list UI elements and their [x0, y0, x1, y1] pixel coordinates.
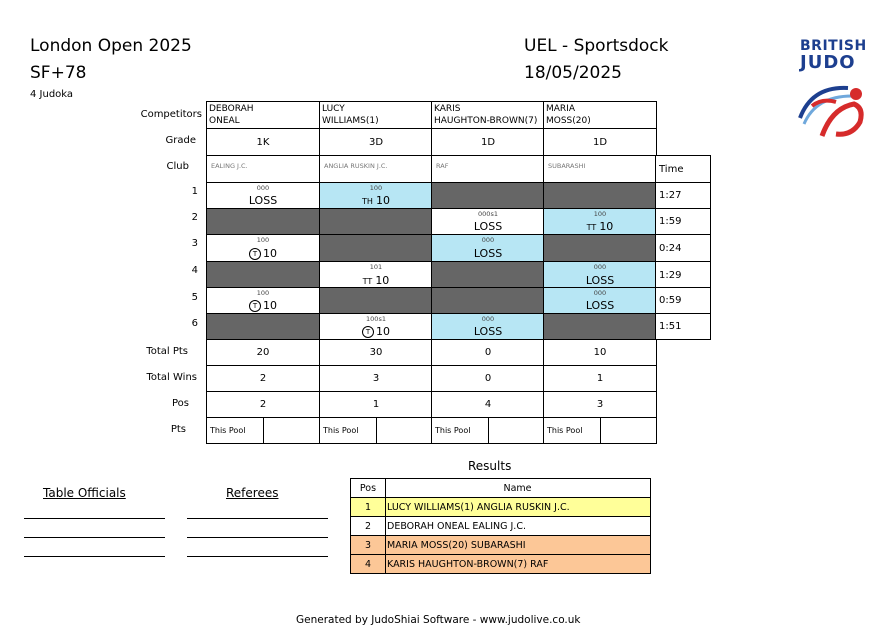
label-pos: Pos: [171, 398, 189, 409]
pos-cell: [319, 391, 433, 418]
label-round-3: 3: [191, 238, 198, 249]
match-time: 0:59: [659, 295, 682, 306]
result-position: 1: [351, 498, 386, 516]
club-cell: [319, 155, 433, 183]
results-name-header: Name: [503, 482, 532, 494]
match-time: 1:29: [659, 269, 682, 281]
total-pts-cell: [319, 339, 433, 366]
result-position: 4: [351, 555, 386, 573]
pos-value: 3: [596, 399, 604, 410]
british-judo-logo: [788, 38, 873, 148]
label-round-4: 4: [191, 265, 198, 276]
label-round-1: 1: [191, 186, 198, 197]
results-header-row: [350, 478, 651, 498]
referee-line: [187, 537, 328, 538]
match-time-cell: [655, 313, 711, 340]
match-score: 100s1: [366, 315, 386, 323]
win-mark-icon: TH: [362, 197, 373, 206]
match-time-cell: [655, 208, 711, 235]
official-line: [24, 518, 165, 519]
match-cell: [543, 208, 657, 235]
match-result: [207, 247, 319, 260]
pool-pts-value-cell: [600, 417, 657, 444]
win-mark-icon: TT: [586, 223, 597, 232]
competitor-name-cell: [206, 101, 320, 129]
pos-value: 1: [372, 399, 380, 410]
match-score: 000: [593, 289, 607, 297]
match-score: 101: [369, 263, 383, 271]
club-cell: [431, 155, 545, 183]
grade-value: 3D: [368, 136, 384, 148]
result-position: 3: [351, 536, 386, 554]
total-pts-value: 10: [593, 347, 607, 358]
total-wins-cell: [319, 365, 433, 392]
match-score: 000: [481, 236, 495, 244]
empty-match-cell: [543, 313, 657, 340]
match-result: [544, 220, 656, 233]
match-result: [544, 274, 656, 287]
pos-cell: [206, 391, 320, 418]
pool-pts-value-cell: [263, 417, 320, 444]
label-competitors: Competitors: [140, 109, 202, 120]
pool-pts-cell: [431, 417, 489, 444]
total-pts-cell: [543, 339, 657, 366]
match-time-cell: [655, 261, 711, 289]
match-cell: [543, 261, 657, 289]
label-club: Club: [166, 161, 189, 172]
judoka-count: 4 Judoka: [30, 89, 74, 100]
competitor-last-name: WILLIAMS(1): [322, 116, 379, 126]
win-mark-icon: T: [362, 326, 374, 338]
total-wins-cell: [206, 365, 320, 392]
match-score: 100: [256, 236, 270, 244]
empty-match-cell: [206, 208, 320, 235]
official-line: [24, 537, 165, 538]
match-time: 0:24: [659, 242, 682, 254]
win-mark-icon: T: [249, 300, 261, 312]
match-result: [432, 220, 544, 233]
match-result: [544, 299, 656, 312]
result-text: 10: [375, 194, 390, 207]
result-text: 10: [599, 220, 614, 233]
competitor-last-name: MOSS(20): [546, 116, 591, 126]
grade-cell: [206, 128, 320, 156]
results-title: Results: [468, 459, 512, 473]
result-text: 10: [375, 274, 390, 287]
club-cell: [206, 155, 320, 183]
grade-cell: [543, 128, 657, 156]
total-wins-value: 1: [596, 373, 604, 384]
result-name: DEBORAH ONEAL EALING J.C.: [387, 520, 526, 532]
official-line: [24, 556, 165, 557]
competitor-first-name: KARIS: [434, 104, 461, 114]
empty-match-cell: [431, 261, 545, 289]
pool-pts-cell: [543, 417, 601, 444]
result-text: LOSS: [473, 220, 503, 233]
pool-pts-value-cell: [376, 417, 433, 444]
match-cell: [206, 287, 320, 314]
result-text: LOSS: [585, 274, 615, 287]
result-name: KARIS HAUGHTON-BROWN(7) RAF: [387, 558, 549, 570]
total-pts-cell: [206, 339, 320, 366]
competitor-first-name: DEBORAH: [209, 104, 254, 114]
win-mark-icon: T: [249, 248, 261, 260]
match-time: 1:59: [659, 216, 682, 227]
results-row: [350, 497, 651, 517]
pos-value: 2: [259, 399, 267, 410]
match-score: 000: [593, 263, 607, 271]
result-name: MARIA MOSS(20) SUBARASHI: [387, 539, 526, 551]
results-pos-header: Pos: [351, 479, 386, 497]
empty-match-cell: [319, 234, 433, 262]
result-text: 10: [263, 247, 277, 260]
match-result: [207, 299, 319, 312]
pos-cell: [431, 391, 545, 418]
total-wins-cell: [431, 365, 545, 392]
empty-match-cell: [543, 234, 657, 262]
match-result: [320, 194, 432, 207]
match-score: 100: [369, 184, 383, 192]
match-score: 100: [593, 210, 607, 218]
event-title: London Open 2025: [30, 36, 192, 56]
empty-match-cell: [206, 313, 320, 340]
empty-match-cell: [543, 182, 657, 209]
match-result: [432, 325, 544, 338]
match-time-cell: [655, 234, 711, 262]
club-name: EALING J.C.: [211, 162, 248, 170]
match-time-cell: [655, 182, 711, 209]
match-cell: [431, 234, 545, 262]
match-result: [432, 247, 544, 260]
match-time-cell: [655, 287, 711, 314]
grade-cell: [319, 128, 433, 156]
referees-heading: Referees: [226, 486, 279, 500]
competitor-first-name: MARIA: [546, 104, 575, 114]
competitor-first-name: LUCY: [322, 104, 345, 114]
time-header: Time: [659, 163, 684, 175]
match-cell: [319, 313, 433, 340]
pool-label: This Pool: [210, 426, 246, 435]
label-grade: Grade: [165, 135, 196, 146]
label-round-5: 5: [191, 292, 198, 303]
result-text: LOSS: [473, 325, 503, 338]
total-pts-cell: [431, 339, 545, 366]
match-cell: [206, 234, 320, 262]
label-total-pts: Total Pts: [146, 346, 188, 357]
logo-text-judo: JUDO: [800, 52, 856, 73]
result-text: LOSS: [585, 299, 615, 312]
pool-label: This Pool: [323, 426, 359, 435]
date-title: 18/05/2025: [524, 63, 622, 83]
pool-pts-cell: [206, 417, 264, 444]
match-cell: [431, 208, 545, 235]
label-round-2: 2: [191, 212, 198, 223]
total-wins-value: 2: [259, 373, 267, 384]
total-pts-value: 30: [369, 347, 383, 358]
match-time: 1:27: [659, 190, 682, 201]
empty-match-cell: [206, 261, 320, 289]
competitor-last-name: HAUGHTON-BROWN(7): [434, 116, 538, 126]
match-result: [207, 194, 319, 207]
result-position: 2: [351, 517, 386, 535]
result-text: LOSS: [473, 247, 503, 260]
result-text: 10: [263, 299, 277, 312]
match-score: 000: [256, 184, 270, 192]
judoka-emblem-icon: [792, 78, 870, 142]
grade-value: 1D: [480, 136, 496, 148]
match-cell: [319, 182, 433, 209]
match-score: 000s1: [478, 210, 498, 218]
table-officials-heading: Table Officials: [43, 486, 126, 500]
grade-cell: [431, 128, 545, 156]
result-text: 10: [376, 325, 390, 338]
pool-label: This Pool: [435, 426, 471, 435]
total-pts-value: 20: [256, 347, 270, 358]
total-wins-value: 0: [484, 373, 492, 384]
win-mark-icon: TT: [362, 277, 373, 286]
club-name: SUBARASHI: [548, 162, 586, 170]
referee-line: [187, 556, 328, 557]
empty-match-cell: [431, 182, 545, 209]
referee-line: [187, 518, 328, 519]
competitor-last-name: ONEAL: [209, 116, 240, 126]
pool-pts-cell: [319, 417, 377, 444]
grade-value: 1D: [592, 136, 608, 148]
category-title: SF+78: [30, 63, 87, 83]
pos-value: 4: [484, 399, 492, 410]
result-text: LOSS: [248, 194, 278, 207]
logo-text-british: BRITISH: [800, 38, 867, 54]
total-pts-value: 0: [484, 347, 492, 358]
total-wins-value: 3: [372, 373, 380, 384]
club-name: ANGLIA RUSKIN J.C.: [324, 162, 388, 170]
match-cell: [319, 261, 433, 289]
match-result: [320, 325, 432, 338]
results-row: [350, 535, 651, 555]
match-time: 1:51: [659, 321, 682, 332]
total-wins-cell: [543, 365, 657, 392]
pool-pts-value-cell: [488, 417, 545, 444]
match-score: 100: [256, 289, 270, 297]
match-result: [320, 274, 432, 287]
match-cell: [206, 182, 320, 209]
club-name: RAF: [436, 162, 449, 170]
competitor-name-cell: [431, 101, 545, 129]
label-round-6: 6: [191, 318, 198, 329]
empty-match-cell: [319, 208, 433, 235]
match-cell: [431, 313, 545, 340]
grade-value: 1K: [256, 136, 270, 148]
results-row: [350, 554, 651, 574]
venue-title: UEL - Sportsdock: [524, 36, 669, 56]
match-cell: [543, 287, 657, 314]
time-header-cell: [655, 155, 711, 183]
empty-match-cell: [431, 287, 545, 314]
empty-match-cell: [319, 287, 433, 314]
competitor-name-cell: [543, 101, 657, 129]
match-score: 000: [481, 315, 495, 323]
club-cell: [543, 155, 657, 183]
label-pts: Pts: [170, 424, 186, 435]
competitor-name-cell: [319, 101, 433, 129]
pos-cell: [543, 391, 657, 418]
result-name: LUCY WILLIAMS(1) ANGLIA RUSKIN J.C.: [387, 501, 570, 513]
label-total-wins: Total Wins: [146, 372, 197, 383]
footer-text: Generated by JudoShiai Software - www.judolive.co.uk: [296, 614, 581, 626]
pool-label: This Pool: [547, 426, 583, 435]
results-row: [350, 516, 651, 536]
